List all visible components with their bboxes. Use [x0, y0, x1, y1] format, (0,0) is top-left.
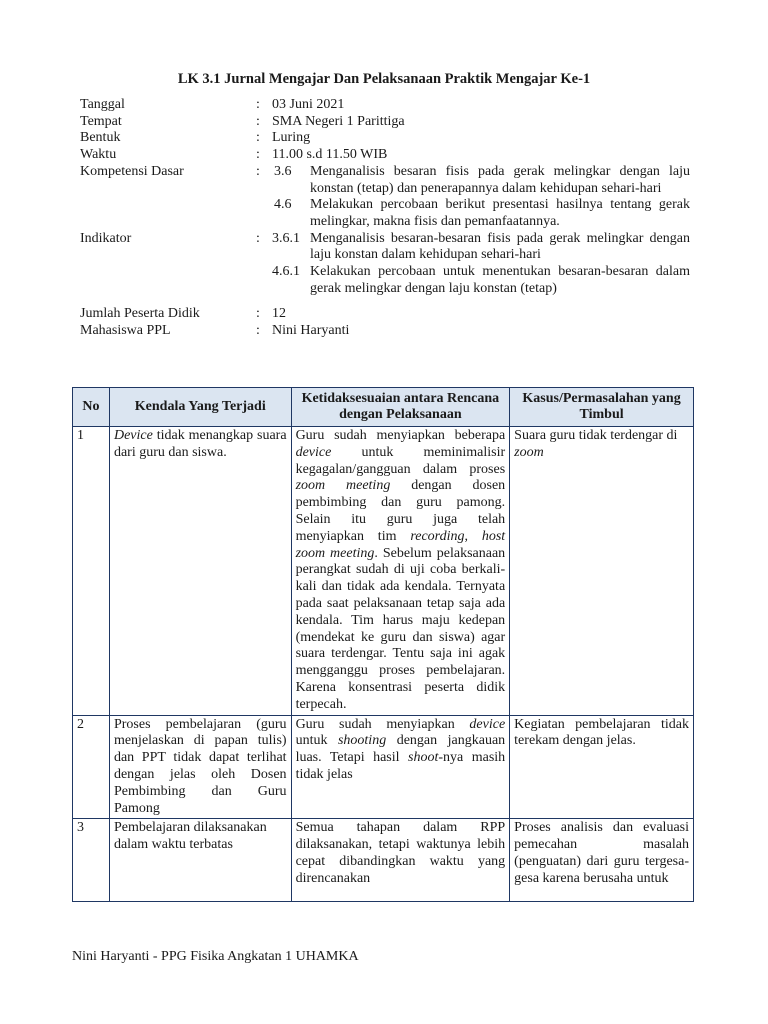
cell-text: -nya masih tidak jelas [295, 750, 506, 782]
emphasis-text: zoom meeting [295, 478, 391, 494]
info-colon: : [256, 306, 260, 322]
info-row-waktu [80, 147, 690, 164]
cell-ketidaksesuaian [291, 427, 510, 716]
info-label: Tanggal [80, 97, 125, 112]
cell-text: Suara guru tidak terdengar di [514, 428, 678, 443]
cell-kasus: Kegiatan pembelajaran tidak terekam dengan jelas. [510, 715, 694, 819]
info-value: 12 [272, 306, 286, 322]
info-row-indikator [80, 231, 690, 298]
document-title: LK 3.1 Jurnal Mengajar Dan Pelaksanaan Praktik Mengajar Ke-1 [177, 71, 591, 87]
journal-table [72, 387, 694, 902]
kompetensi-item [272, 164, 690, 197]
info-row-bentuk [80, 130, 690, 147]
info-value: Nini Haryanti [272, 323, 350, 339]
indikator-list [272, 231, 690, 298]
cell-no: 3 [73, 819, 110, 902]
emphasis-text: Device [113, 428, 153, 443]
cell-text: dengan jangkauan luas. Tetapi hasil [295, 733, 506, 766]
cell-text: Guru sudah menyiapkan [295, 716, 470, 732]
info-label: Indikator [80, 230, 132, 246]
info-label: Tempat [80, 113, 122, 129]
indikator-item [272, 264, 690, 297]
header-kendala: Kendala Yang Terjadi [109, 388, 291, 427]
emphasis-text: shoot [408, 750, 439, 766]
info-label: Jumlah Peserta Didik [80, 306, 200, 322]
cell-kendala [109, 427, 291, 716]
cell-no: 2 [73, 715, 110, 819]
table-row [73, 427, 694, 716]
info-colon: : [256, 113, 260, 129]
kompetensi-list [272, 164, 690, 231]
indikator-text: Menganalisis besaran-besaran fisis pada gerak melingkar dengan laju konstan dalam kehidupan sehari-hari [310, 230, 690, 263]
page-footer: Nini Haryanti - PPG Fisika Angkatan 1 UHAMKA [72, 949, 359, 964]
info-block [80, 97, 690, 340]
emphasis-text: recording [410, 528, 465, 544]
header-ketidaksesuaian: Ketidaksesuaian antara Rencana dengan Pelaksanaan [291, 388, 510, 427]
kompetensi-text: Melakukan percobaan berikut presentasi hasilnya tentang gerak melingkar, makna fisis dan pemanfaatannya. [310, 197, 690, 229]
info-value: Luring [272, 130, 311, 146]
table-row [73, 819, 694, 902]
info-label: Waktu [80, 147, 117, 163]
info-colon: : [256, 97, 260, 112]
info-colon: : [256, 163, 260, 179]
info-value: 03 Juni 2021 [272, 97, 345, 112]
info-colon: : [256, 230, 260, 246]
header-kasus: Kasus/Permasalahan yang Timbul [510, 388, 694, 427]
info-row-kompetensi [80, 164, 690, 231]
info-label: Kompetensi Dasar [80, 163, 184, 179]
info-value: SMA Negeri 1 Parittiga [272, 113, 405, 129]
emphasis-text: device [469, 716, 506, 732]
cell-ketidaksesuaian: Semua tahapan dalam RPP dilaksanakan, tetapi waktunya lebih cepat dibandingkan waktu yang direncanakan [291, 819, 510, 902]
spacer [80, 297, 690, 306]
table-row [73, 715, 694, 819]
cell-ketidaksesuaian [291, 715, 510, 819]
info-label: Bentuk [80, 130, 121, 146]
info-colon: : [256, 323, 260, 339]
cell-text: dengan dosen pembimbing dan guru pamong. Selain itu guru juga telah menyiapkan tim [295, 478, 506, 544]
indikator-text: Kelakukan percobaan untuk menentukan besaran-besaran dalam gerak melingkar dengan laju konstan (tetap) [310, 264, 690, 296]
cell-kasus [510, 427, 694, 716]
kompetensi-number: 3.6 [274, 163, 292, 179]
cell-kendala: Pembelajaran dilaksanakan dalam waktu terbatas [109, 819, 291, 902]
indikator-number: 4.6.1 [272, 264, 300, 280]
kompetensi-text: Menganalisis besaran fisis pada gerak melingkar dengan laju konstan (tetap) dan penerapannya dalam kehidupan sehari-hari [310, 163, 690, 196]
cell-text: untuk [295, 733, 338, 749]
info-colon: : [256, 130, 260, 146]
cell-text: untuk meminimalisir kegagalan/gangguan dalam proses [295, 444, 506, 477]
emphasis-text: host zoom meeting [295, 528, 506, 561]
emphasis-text: shooting [337, 733, 387, 749]
info-row-tempat [80, 114, 690, 131]
cell-text: Proses analisis dan evaluasi pemecahan masalah (penguatan) dari guru tergesa-gesa karena berusaha untuk [514, 820, 689, 886]
cell-text: tidak menangkap suara dari guru dan siswa. [113, 428, 287, 460]
cell-no: 1 [73, 427, 110, 716]
indikator-item [272, 231, 690, 264]
kompetensi-item [272, 197, 690, 230]
cell-text: . Sebelum pelaksanaan perangkat sudah di uji coba berkali-kali dan tidak ada kendala. Ternyata pada saat pelaksanaan tetap saja ada kendala. Tim harus maju kedepan (mendekat ke guru dan siswa) agar suara terdengar. Tentu saja ini agak mengganggu proses pembelajaran. Karena konsentrasi peserta didik terpecah. [295, 545, 506, 712]
indikator-number: 3.6.1 [272, 230, 300, 246]
info-row-mahasiswa [80, 323, 690, 340]
cell-text: , [464, 528, 482, 544]
table-header-row [73, 388, 694, 427]
info-row-jumlah [80, 306, 690, 323]
emphasis-text: device [295, 444, 332, 460]
cell-kasus [510, 819, 694, 902]
cell-text: Guru sudah menyiapkan beberapa [295, 428, 506, 443]
info-value: 11.00 s.d 11.50 WIB [272, 147, 388, 163]
info-colon: : [256, 147, 260, 163]
info-row-tanggal [80, 97, 690, 114]
emphasis-text: zoom [514, 444, 544, 460]
header-no: No [73, 388, 110, 427]
cell-kendala: Proses pembelajaran (guru menjelaskan di papan tulis) dan PPT tidak dapat terlihat dengan jelas oleh Dosen Pembimbing dan Guru Pamong [109, 715, 291, 819]
info-label: Mahasiswa PPL [80, 323, 171, 339]
kompetensi-number: 4.6 [274, 197, 292, 213]
